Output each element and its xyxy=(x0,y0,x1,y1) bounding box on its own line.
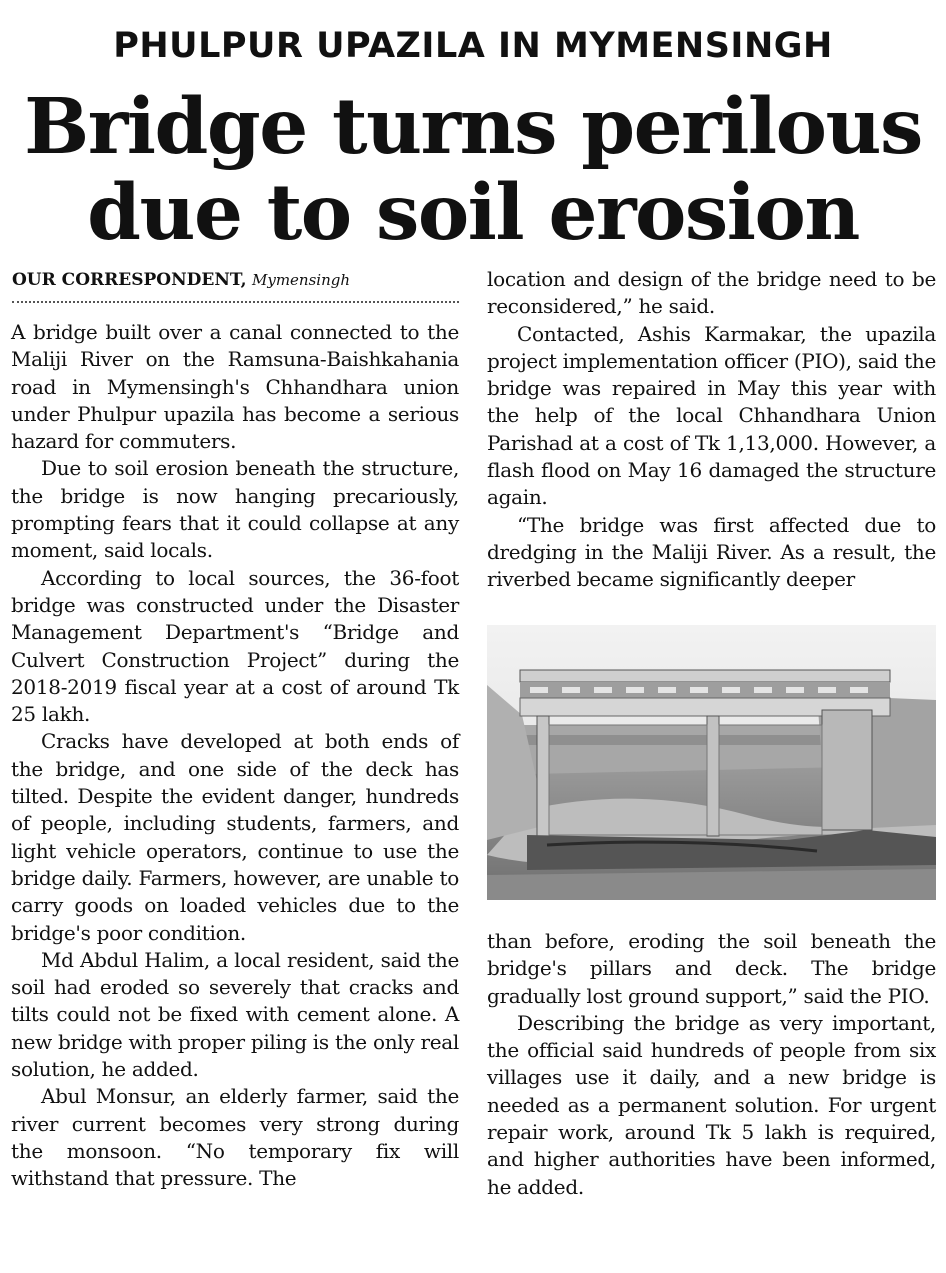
byline-author: OUR CORRESPONDENT, xyxy=(12,270,247,290)
bridge-photo xyxy=(487,625,936,900)
kicker: PHULPUR UPAZILA IN MYMENSINGH xyxy=(113,26,833,66)
paragraph-8: “The bridge was first affected due to dredging in the Maliji River. As a result, the riverbed became significantly deeper xyxy=(487,512,936,592)
paragraph-1: A bridge built over a canal connected to the Maliji River on the Ramsuna-Baishkahania road in Mymensingh's Chhandhara union under Phulpur upazila has become a serious hazard for commuters. xyxy=(11,320,459,454)
paragraph-5: Md Abdul Halim, a local resident, said the soil had eroded so severely that cracks and tilts could not be fixed with cement alone. A new bridge with proper piling is the only real solution, he added. xyxy=(11,947,459,1082)
paragraph-6-continued: location and design of the bridge need to be reconsidered,” he said. xyxy=(487,267,936,319)
headline xyxy=(0,84,946,256)
article-column-right-top xyxy=(487,266,936,594)
article-column-right-bottom xyxy=(487,928,936,1201)
headline-line-1: Bridge turns perilous xyxy=(24,82,922,172)
paragraph-3: According to local sources, the 36-foot bridge was constructed under the Disaster Management Department's “Bridge and Culvert Construction Project” during the 2018-2019 fiscal year at a cost of around Tk 25 lakh. xyxy=(11,565,459,727)
headline-line-2: due to soil erosion xyxy=(87,168,859,258)
article-column-left xyxy=(11,319,459,1193)
paragraph-7: Contacted, Ashis Karmakar, the upazila project implementation officer (PIO), said the bridge was repaired in May this year with the help of the local Chhandhara Union Parishad at a cost of Tk 1,13,000. However, a flash flood on May 16 damaged the structure again. xyxy=(487,321,936,510)
byline-location: Mymensingh xyxy=(252,271,351,289)
byline xyxy=(12,268,350,292)
paragraph-6: Abul Monsur, an elderly farmer, said the river current becomes very strong during the monsoon. “No temporary fix will withstand that pressure. The xyxy=(11,1084,459,1191)
paragraph-8-continued: than before, eroding the soil beneath the bridge's pillars and deck. The bridge gradually lost ground support,” said the PIO. xyxy=(487,929,936,1008)
paragraph-9: Describing the bridge as very important, the official said hundreds of people from six villages use it daily, and a new bridge is needed as a permanent solution. For urgent repair work, around Tk 5 lakh is required, and higher authorities have been informed, he added. xyxy=(487,1010,936,1199)
paragraph-2: Due to soil erosion beneath the structure, the bridge is now hanging precariously, prompting fears that it could collapse at any moment, said locals. xyxy=(11,456,459,563)
paragraph-4: Cracks have developed at both ends of the bridge, and one side of the deck has tilted. Despite the evident danger, hundreds of people, including students, farmers, and light vehicle operators, continue to use the bridge daily. Farmers, however, are unable to carry goods on loaded vehicles due to the bridge's poor condition. xyxy=(11,729,459,945)
byline-divider xyxy=(12,301,459,303)
